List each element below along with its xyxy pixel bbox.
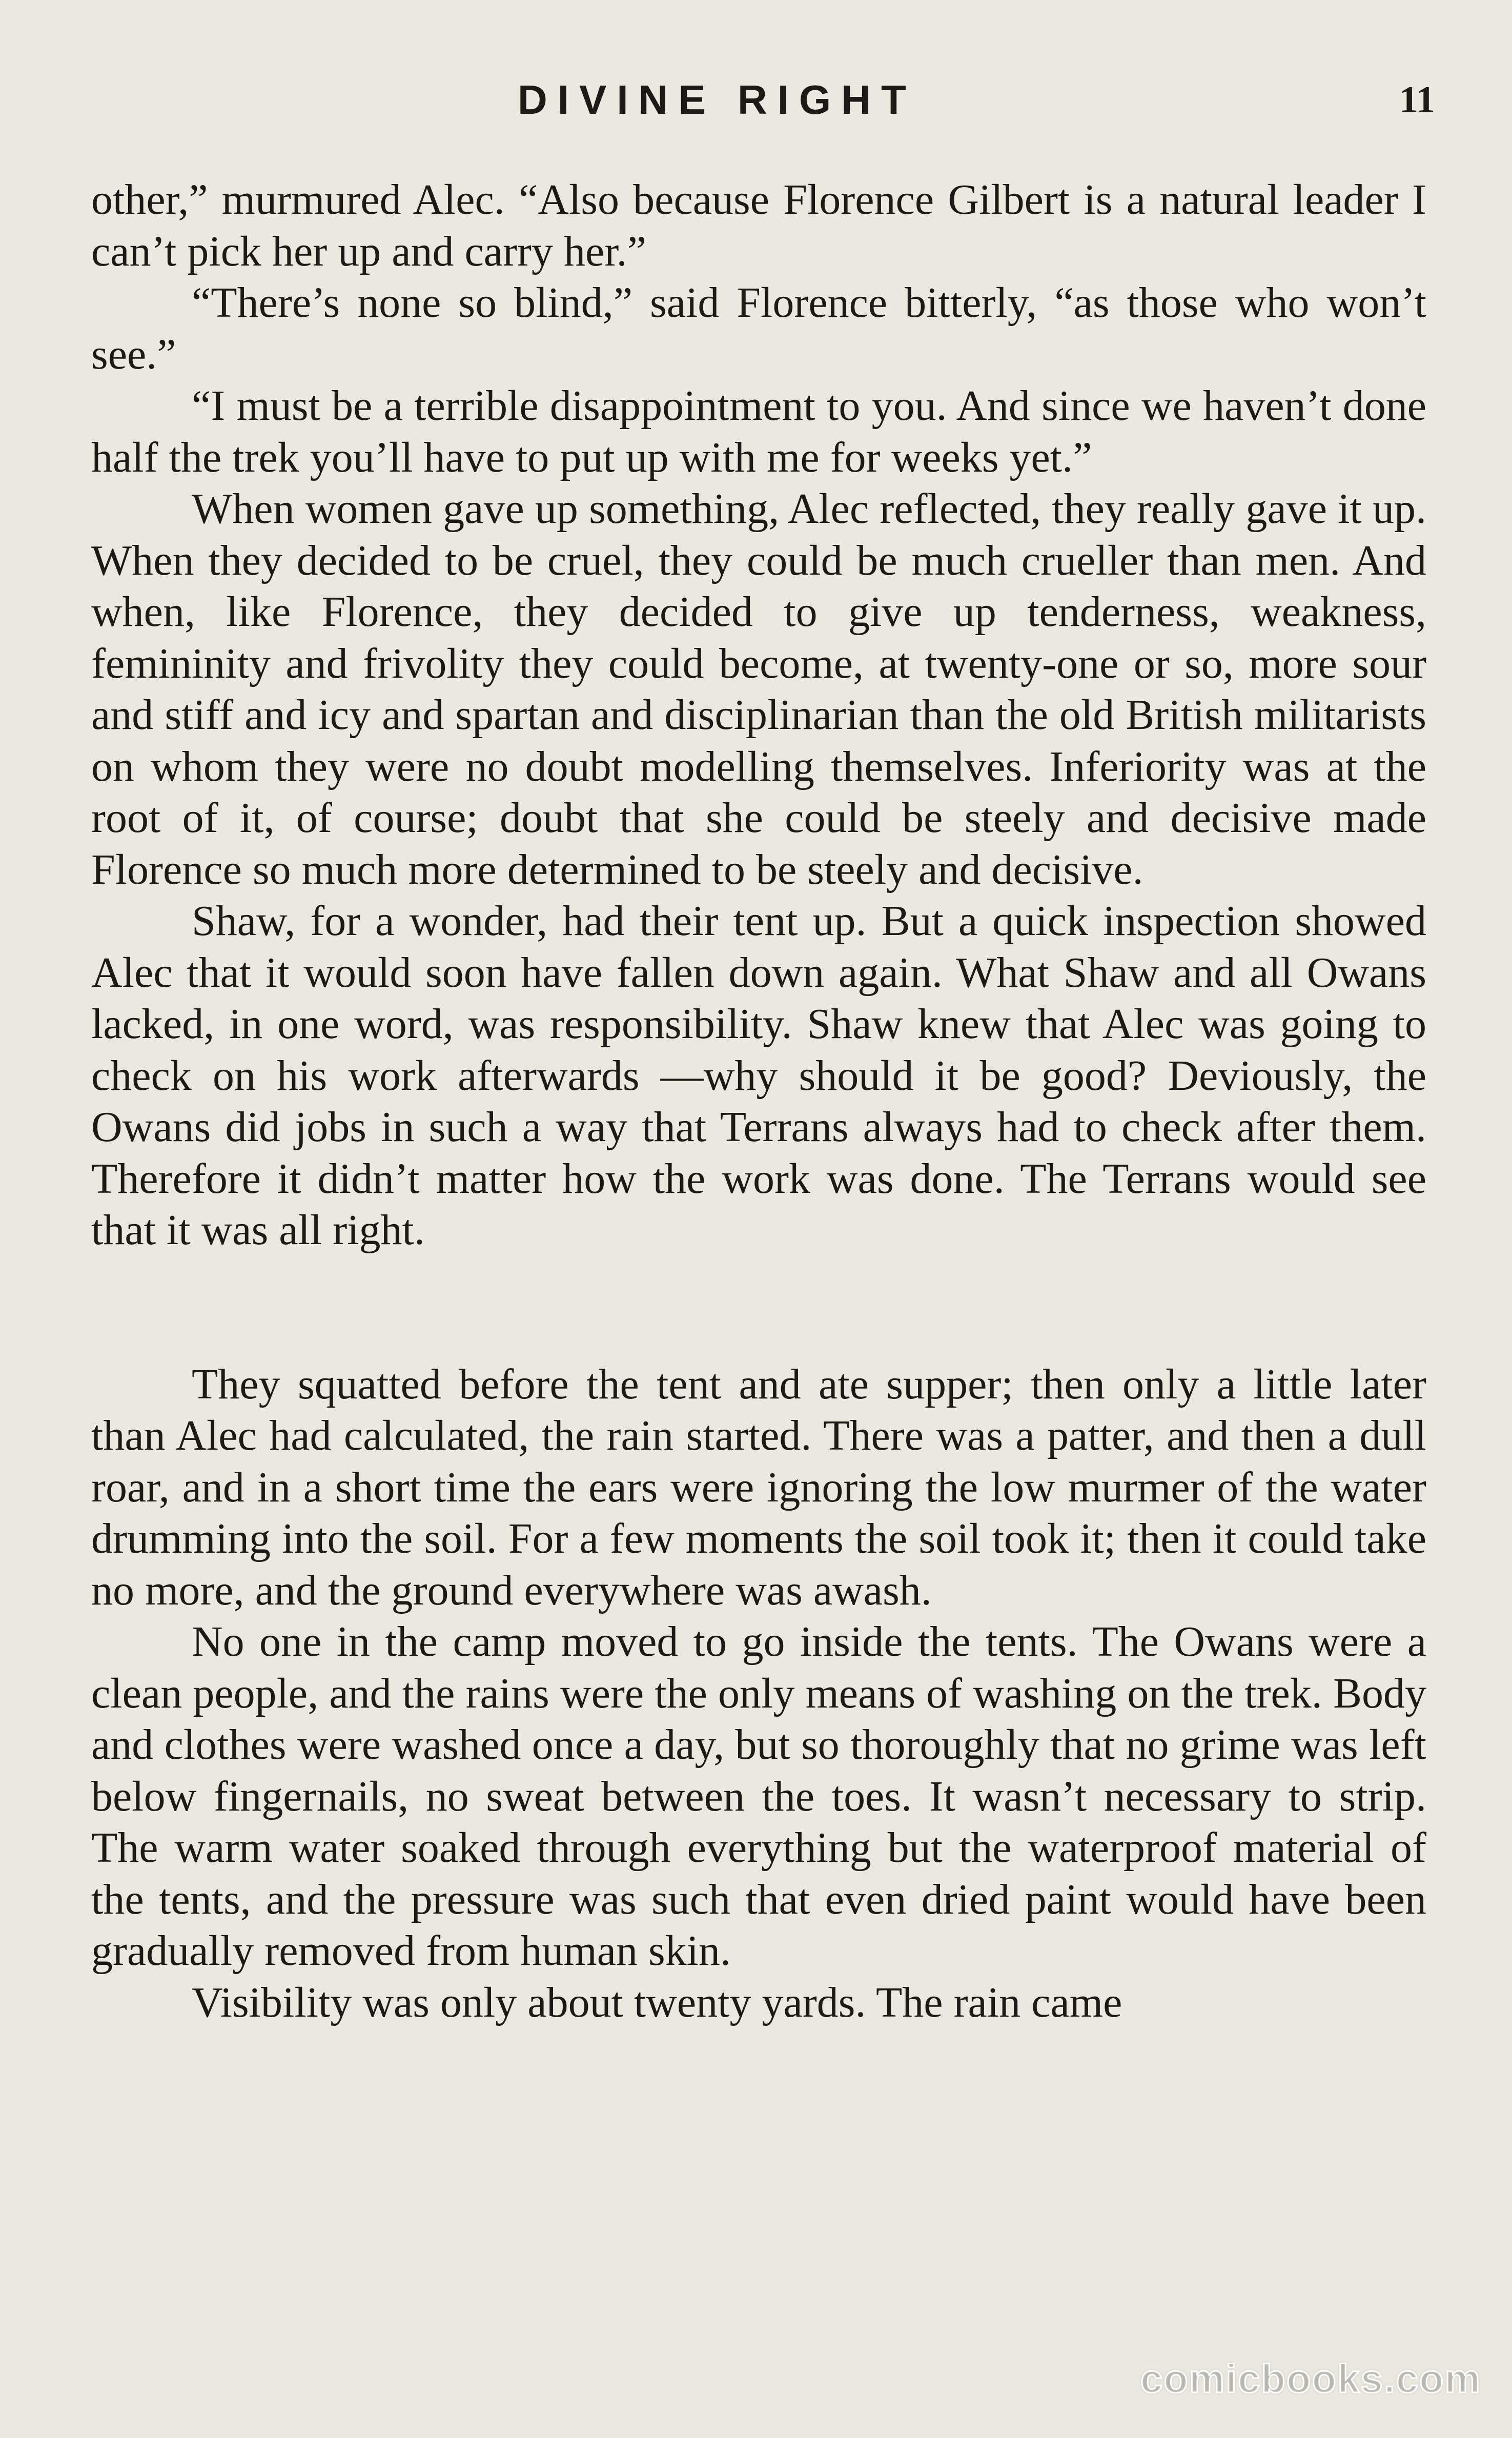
section-break — [91, 1256, 1426, 1359]
page-number: 11 — [1399, 79, 1435, 121]
paragraph-6: They squatted before the tent and ate supper; then only a little later than Alec had calculated, the rain started. There was a patter, and then a dull roar, and in a short time the ears were ignoring the low murmer of the water drumming into the soil. For a few moments the soil took it; then it could take no more, and the ground everywhere was awash. — [91, 1360, 1426, 1614]
paragraph-7: No one in the camp moved to go inside the tents. The Owans were a clean people, and the rains were the only means of washing on the trek. Body and clothes were washed once a day, but so thoroughly that no grime was left below fingernails, no sweat between the toes. It wasn’t necessary to strip. The warm water soaked through everything but the waterproof material of the tents, and the pressure was such that even dried paint would have been gradually removed from human skin. — [91, 1618, 1426, 1975]
paragraph-2: “There’s none so blind,” said Florence bitterly, “as those who won’t see.” — [91, 279, 1426, 378]
paragraph-4: When women gave up something, Alec reflected, they really gave it up. When they decided to be cruel, they could be much crueller than men. And when, like Florence, they decided to give up tenderness, weakness, femininity and frivolity they could become, at twenty-one or so, more sour and stiff and icy and spartan and disciplinarian than the old British militarists on whom they were no doubt modelling themselves. Inferiority was at the root of it, of course; doubt that she could be steely and decisive made Florence so much more determined to be steely and decisive. — [91, 485, 1426, 893]
running-head — [0, 74, 1512, 126]
watermark: comicbooks.com — [1140, 2356, 1481, 2401]
paragraph-8: Visibility was only about twenty yards. The rain came — [192, 1978, 1122, 2026]
paragraph-1: other,” murmured Alec. “Also because Florence Gilbert is a natural leader I can’t pick her up and carry her.” — [91, 176, 1426, 275]
running-title: DIVINE RIGHT — [518, 77, 916, 123]
body-text — [91, 174, 1426, 2028]
paragraph-5: Shaw, for a wonder, had their tent up. But a quick inspection showed Alec that it would soon have fallen down again. What Shaw and all Owans lacked, in one word, was responsibility. Shaw knew that Alec was going to check on his work afterwards —why should it be good? Deviously, the Owans did jobs in such a way that Terrans always had to check after them. Therefore it didn’t matter how the work was done. The Terrans would see that it was all right. — [91, 897, 1426, 1254]
paragraph-3: “I must be a terrible disappointment to you. And since we haven’t done half the trek you’ll have to put up with me for weeks yet.” — [91, 382, 1426, 481]
